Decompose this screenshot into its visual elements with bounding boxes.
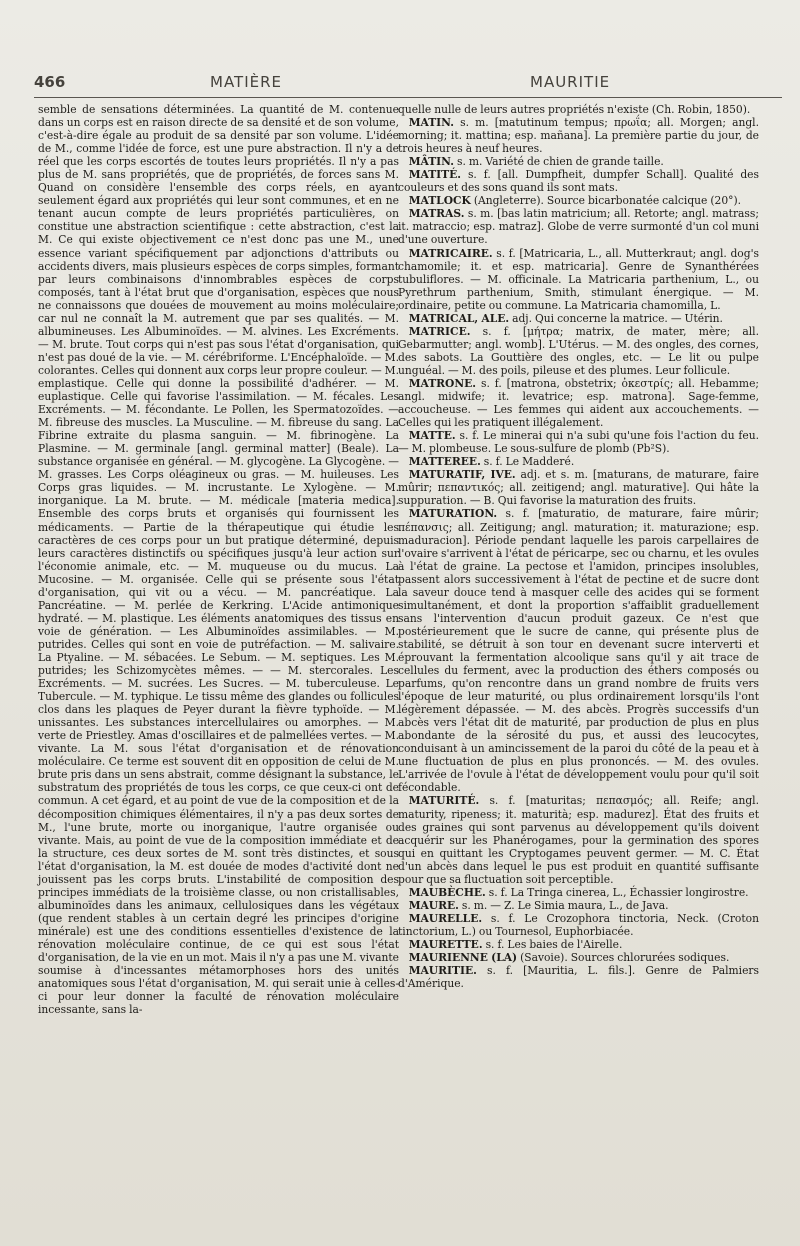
dictionary-entry xyxy=(398,116,759,155)
entry-headword: MATURATION. xyxy=(408,507,498,521)
entry-headword: MAURELLE. xyxy=(408,911,483,925)
entry-headword: MATRICAL, ALE. xyxy=(408,311,510,325)
dictionary-entry xyxy=(398,468,759,507)
entry-definition: (Angleterre). Source bicarbonatée calcique (20°). xyxy=(473,194,742,208)
dictionary-entry xyxy=(398,886,759,899)
page-header xyxy=(34,67,782,98)
entry-headword: MAURE. xyxy=(408,898,459,912)
dictionary-entry xyxy=(398,951,759,964)
entry-definition: (Savoie). Sources chlorurées sodiques. xyxy=(520,951,730,965)
dictionary-entry xyxy=(398,168,759,194)
entry-definition: adj. et s. m. [maturans, de maturare, faire mûrir; πεπαντικός; all. zeitigend; angl. maturative]. Qui hâte la suppuration. — B. Qui favorise la maturation des fruits. xyxy=(398,468,759,508)
dictionary-entry xyxy=(398,899,759,912)
entry-definition: s. f. [μήτρα; matrix, de mater, mère; all. Gebarmutter; angl. womb]. L'Utérus. — M. des ongles, des cornes, des sabots. La Gouttière des ongles, etc. — Le lit ou pulpe unguéal. — M. des poils, pileuse et des plumes. Leur follicule. xyxy=(398,324,760,377)
entry-headword: MATIN. xyxy=(408,116,454,130)
entry-definition: s. f. Les baies de l'Airelle. xyxy=(485,938,623,951)
entry-definition: s. f. [Matricaria, L., all. Mutterkraut; angl. dog's chamomile; it. et esp. matricaria]. Genre de Synanthérées tubuliflores. — M. officinale. La Matricaria parthenium, L., ou Pyrethrum parthenium, Smith, stimulant énergique. — M. ordinaire, petite ou commune. La Matricaria chamomilla, L. xyxy=(398,246,759,312)
entry-headword: MAUBÈCHE. xyxy=(408,885,486,899)
entry-headword: MATURATIF, IVE. xyxy=(408,468,516,482)
dictionary-entry xyxy=(398,247,759,312)
entry-headword: MATRICAIRE. xyxy=(408,246,493,260)
matiere-entry-continuation: semble de sensations déterminées. La quantité de M. contenue dans un corps est en raison directe de sa densité et de son volume, c'est-à-dire égale au produit de sa densité par son volume. L'idée de M., comme l'idée de force, est une pure abstraction. Il n'y a de réel que les corps escortés de toutes leurs propriétés. Il n'y a pas plus de M. sans propriétés, que de propriétés, de forces sans M. Quand on considère l'ensemble des corps réels, en ayant seulement égard aux propriétés qui leur sont communes, et en ne tenant aucun compte de leurs propriétés particulières, on constitue une abstraction scientifique : cette abstraction, c'est la M. Ce qui existe objectivement ce n'est donc pas une M., une essence variant spécifiquement par adjonctions d'attributs ou accidents divers, mais plusieurs espèces de corps simples, formant par leurs combinaisons d'innombrables espèces de corps composés, tant à l'état brut que d'organisation, espèces que nous ne connaissons que douées de mouvement au moins moléculaire; car nul ne connaît la M. autrement que par ses qualités. — M. albumineuses. Les Albuminoïdes. — M. alvines. Les Excréments. — M. brute. Tout corps qui n'est pas sous l'état d'organisation, qui n'est pas doué de la vie. — M. cérébriforme. L'Encéphaloïde. — M. colorantes. Celles qui donnent aux corps leur propre couleur. — M. emplastique. Celle qui donne la possibilité d'adhérer. — M. euplastique. Celle qui favorise l'assimilation. — M. fécales. Les Excréments. — M. fécondante. Le Pollen, les Spermatozoïdes. — M. fibreuse des muscles. La Musculine. — M. fibreuse du sang. La Fibrine extraite du plasma sanguin. — M. fibrinogène. La Plasmine. — M. germinale [angl. germinal matter] (Beale). La substance organisée en général. — M. glycogène. La Glycogène. — M. grasses. Les Corps oléagineux ou gras. — M. huileuses. Les Corps gras liquides. — M. incrustante. Le Xylogène. — M. inorganique. La M. brute. — M. médicale [materia medica]. Ensemble des corps bruts et organisés qui fournissent les médicaments. — Partie de la thérapeutique qui étudie les caractères de ces corps pour un but pratique déterminé, depuis leurs caractères distinctifs ou spécifiques jusqu'à leur action sur l'économie animale, etc. — M. muqueuse ou du mucus. La Mucosine. — M. organisée. Celle qui se présente sous l'état d'organisation, qui vit ou a vécu. — M. pancréatique. La Pancréatine. — M. perlée de Kerkring. L'Acide antimonique hydraté. — M. plastique. Les éléments anatomiques des tissus en voie de génération. — Les Albuminoïdes assimilables. — M. putrides. Celles qui sont en voie de putréfaction. — M. salivaire. La Ptyaline. — M. sébacées. Le Sebum. — M. septiques. Les M. putrides; les Schizomycètes mêmes. — — M. stercorales. Les Excréments. — M. sucrées. Les Sucres. — M. tuberculeuse. Le Tubercule. — M. typhique. Le tissu même des glandes ou follicules clos dans les plaques de Peyer durant la fièvre typhoïde. — M. unissantes. Les substances intercellulaires ou amorphes. — M. verte de Priestley. Amas d'oscillaires et de palmellées vertes. — M. vivante. La M. sous l'état d'organisation et de rénovation moléculaire. Ce terme est souvent dit en opposition de celui de M. brute pris dans un sens abstrait, comme désignant la substance, le substratum des propriétés de tous les corps, ce que ceux-ci ont de commun. A cet égard, et au point de vue de la composition et de la décomposition chimiques élémentaires, il n'y a pas deux sortes de M., l'une brute, morte ou inorganique, l'autre organisée ou vivante. Mais, au point de vue de la composition immédiate et de la structure, ces deux sortes de M. sont très distinctes, et sous l'état d'organisation, la M. est douée de modes d'activité dont ne jouissent pas les corps bruts. L'instabilité de composition des principes immédiats de la troisième classe, ou non cristallisables, albuminoïdes dans les animaux, cellulosiques dans les végétaux (que rendent stables à un certain degré les principes d'origine minérale) est une des conditions essentielles d'existence de la rénovation moléculaire continue, de ce qui est sous l'état d'organisation, de la vie en un mot. Mais il n'y a pas une M. vivante soumise à d'incessantes métamorphoses hors des unités anatomiques sous l'état d'organisation, M. qui serait unie à celles-ci pour leur donner la faculté de rénovation moléculaire incessante, sans la- xyxy=(38,103,399,1017)
entry-headword: MÂTIN. xyxy=(408,155,454,169)
entry-list xyxy=(398,116,759,990)
entry-headword: MATLOCK xyxy=(408,194,471,208)
entry-headword: MATRAS. xyxy=(408,207,465,221)
right-column xyxy=(398,103,759,990)
entry-definition: s. f. La Tringa cinerea, L., Échassier longirostre. xyxy=(488,885,749,899)
dictionary-entry xyxy=(398,312,759,325)
dictionary-entry xyxy=(398,964,759,990)
dictionary-entry xyxy=(398,207,759,246)
entry-headword: MAURITIE. xyxy=(408,964,477,978)
page-number: 466 xyxy=(34,73,66,91)
entry-definition: s. m. — Z. Le Simia maura, L., de Java. xyxy=(461,898,669,912)
entry-definition: s. f. [matrona, obstetrix; ὀκεστρίς; all. Hebamme; angl. midwife; it. levatrice; esp. matrona]. Sage-femme, accoucheuse. — Les femmes qui aident aux accouchements. — Celles qui les pratiquent illégalement. xyxy=(398,376,759,430)
entry-headword: MAURETTE. xyxy=(408,938,483,951)
entry-headword: MATURITÉ. xyxy=(408,794,480,808)
dictionary-entry xyxy=(398,938,759,951)
entry-definition: s. m. Variété de chien de grande taille. xyxy=(456,155,664,169)
left-running-head: MATIÈRE xyxy=(210,73,283,91)
entry-headword: MATTEREE. xyxy=(408,455,481,469)
entry-definition: s. f. [maturitas; πεπασμός; all. Reife; angl. maturity, ripeness; it. maturità; esp. madurez]. État des fruits et des graines qui sont parvenus au développement qu'ils doivent acquérir sur les Phanérogames, pour la germination des spores qui en quittant les Cryptogames peuvent germer. — M. C. État d'un abcès dans lequel le pus est produit en quantité suffisante pour que sa fluctuation soit perceptible. xyxy=(398,794,759,886)
dictionary-entry xyxy=(398,429,759,455)
dictionary-entry xyxy=(398,155,759,168)
entry-definition: s. f. [maturatio, de maturare, faire mûrir; πέπανσις; all. Zeitigung; angl. maturation; it. maturazione; esp. maduracion]. Période pendant laquelle les parois carpellaires de l'ovaire s'arrivent à l'état de péricarpe, sec ou charnu, et les ovules à l'état de graine. La pectose et l'amidon, principes insolubles, passent alors successivement à l'état de pectine et de sucre dont la saveur douce tend à masquer celle des acides qui se forment simultanément, et dont la proportion s'affaiblit graduellement sans l'intervention d'aucun produit gazeux. Ce n'est que postérieurement que le sucre de canne, qui présente plus de stabilité, se détruit à son tour en devenant sucre interverti et éprouvant la fermentation alcoolique sans qu'il y ait trace de cellules du ferment, avec la production des éthers composés ou parfums, qu'on rencontre dans un grand nombre de fruits vers l'époque de leur maturité, ou plus ordinairement lorsqu'ils l'ont légèrement dépassée. — M. des abcès. Progrès successifs d'un abcès vers l'état dit de maturité, par production de plus en plus abondante de la sérosité du pus, et aussi des leucocytes, conduisant à un amincissement de la paroi du côté de la peau et à une fluctuation de plus en plus prononcés. — M. des ovules. L'arrivée de l'ovule à l'état de développement voulu pour qu'il soit fécondable. xyxy=(398,507,759,795)
dictionary-entry xyxy=(398,377,759,429)
dictionary-entry xyxy=(398,455,759,468)
entry-headword: MATRICE. xyxy=(408,324,471,338)
left-column xyxy=(38,103,399,1016)
entry-definition: adj. Qui concerne la matrice. — Utérin. xyxy=(512,311,723,325)
entry-definition: s. f. [all. Dumpfheit, dumpfer Schall]. Qualité des couleurs et des sons quand ils sont mats. xyxy=(398,168,759,195)
dictionary-entry xyxy=(398,325,759,377)
entry-headword: MATITÉ. xyxy=(408,168,461,182)
dictionary-entry xyxy=(398,507,759,794)
entry-definition: s. f. Le Crozophora tinctoria, Neck. (Croton tinctorium, L.) ou Tournesol, Euphorbiacée. xyxy=(398,911,759,938)
right-column-intro: quelle nulle de leurs autres propriétés n'existe (Ch. Robin, 1850). xyxy=(398,103,751,116)
dictionary-entry xyxy=(398,912,759,938)
entry-headword: MATTE. xyxy=(408,429,456,443)
entry-definition: s. m. [bas latin matricium; all. Retorte; angl. matrass; it. matraccio; esp. matraz]. Globe de verre surmonté d'un col muni d'une ouverture. xyxy=(398,207,759,247)
entry-definition: s. m. [matutinum tempus; πρωΐα; all. Morgen; angl. morning; it. mattina; esp. mañana]. La première partie du jour, de trois heures à neuf heures. xyxy=(398,116,759,156)
entry-definition: s. f. Le minerai qui n'a subi qu'une fois l'action du feu. — M. plombeuse. Le sous-sulfure de plomb (Pb²S). xyxy=(398,429,759,456)
right-running-head: MAURITIE xyxy=(530,73,611,91)
entry-definition: s. f. Le Madderé. xyxy=(483,455,575,469)
dictionary-entry xyxy=(398,794,759,885)
entry-headword: MATRONE. xyxy=(408,376,477,390)
dictionary-entry xyxy=(398,194,759,207)
entry-definition: s. f. [Mauritia, L. fils.]. Genre de Palmiers d'Amérique. xyxy=(398,964,759,991)
entry-headword: MAURIENNE (LA) xyxy=(408,951,518,965)
